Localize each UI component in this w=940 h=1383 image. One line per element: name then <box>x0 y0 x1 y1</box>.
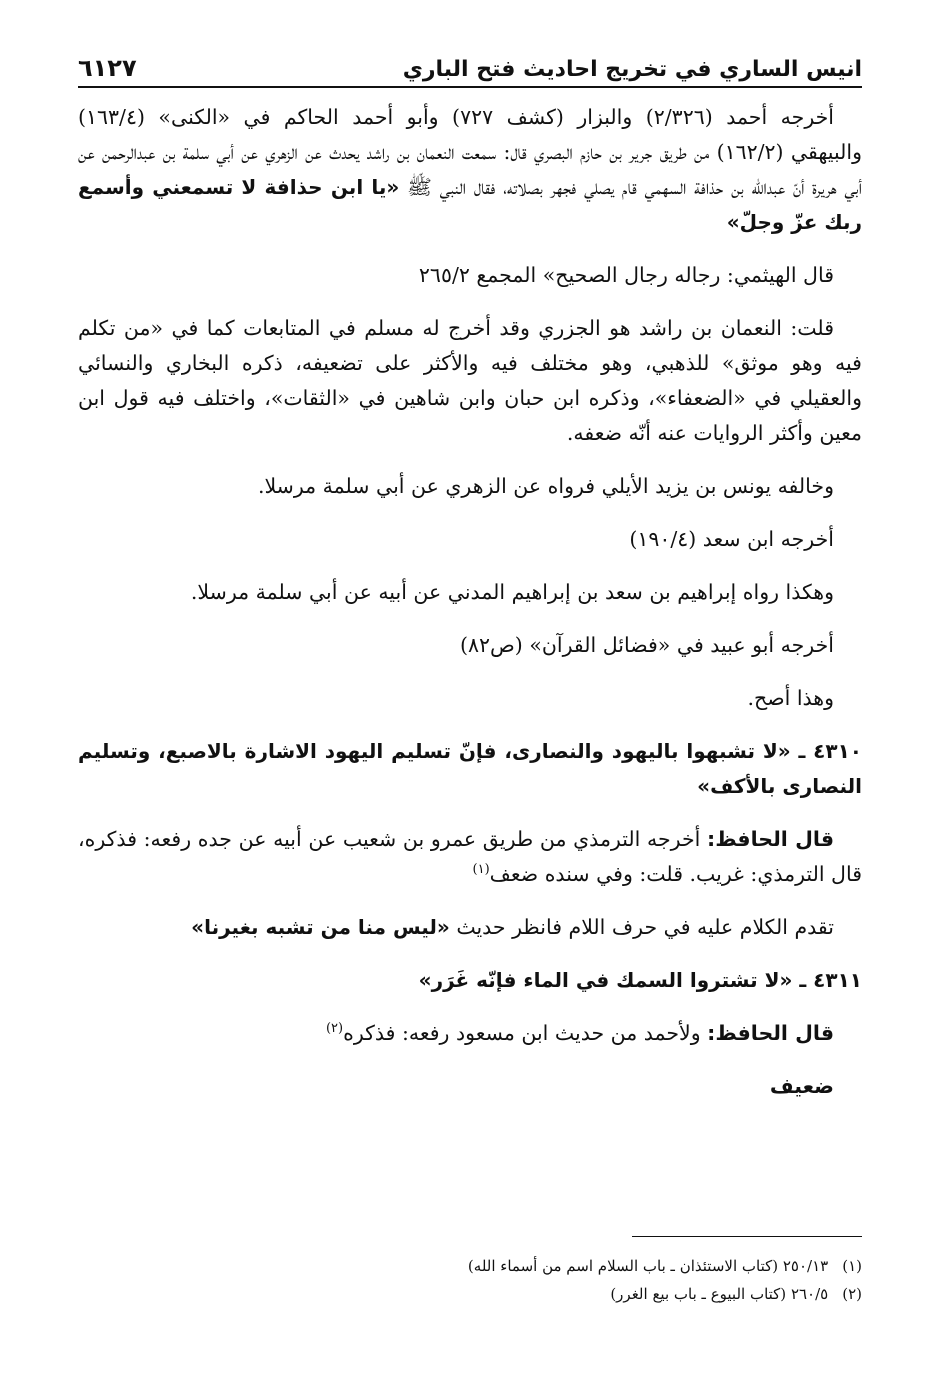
paragraph-ibn-saad: أخرجه ابن سعد (١٩٠/٤) <box>629 527 834 551</box>
entry-number: ٤٣١١ ـ <box>799 968 862 992</box>
hadith-entry-4311 <box>78 963 862 998</box>
footnote-text: ٢٥٠/١٣ (كتاب الاستئذان ـ باب السلام اسم من أسماء الله) <box>467 1257 829 1275</box>
hafiz-text: ولأحمد من حديث ابن مسعود رفعه: فذكره <box>343 1021 708 1045</box>
hafiz-label: قال الحافظ: <box>707 827 834 851</box>
paragraph-takhrij <box>78 100 862 240</box>
footnote-mark: (١) <box>842 1257 862 1275</box>
cross-ref-text: تقدم الكلام عليه في حرف اللام فانظر حديث <box>449 915 834 939</box>
footnote-rule <box>632 1236 862 1237</box>
takhrij-text: أخرجه أحمد (٢/٣٢٦) والبزار (كشف ٧٢٧) وأبو أحمد الحاكم في «الكنى» (١٦٣/٤) والبيهقي (١٦٢/٢) من طريق جرير بن حازم البصري قال: سمعت النعمان بن راشد يحدث عن الزهري عن أبي سلمة بن عبدالرحمن عن أبي هريرة أنّ عبدالله بن حذافة السهمي قام يصلي فجهر بصلاته، فقال النبي ﷺ <box>78 105 862 199</box>
paragraph-abu-ubayd: أخرجه أبو عبيد في «فضائل القرآن» (ص٨٢) <box>459 633 834 657</box>
hadith-quote: «يا ابن حذافة لا تسمعني وأسمع ربك عزّ وجلّ» <box>78 175 862 234</box>
footnote-1 <box>78 1252 862 1280</box>
hadith-text: «لا تشتروا السمك في الماء فإنّه غَرَر» <box>418 968 793 992</box>
header-rule <box>78 86 862 88</box>
hafiz-note-4310 <box>78 822 862 892</box>
page-header <box>78 38 862 82</box>
paragraph-haythami: قال الهيثمي: رجاله رجال الصحيح» المجمع ٢٦٥/٢ <box>418 263 834 287</box>
footnote-mark: (٢) <box>325 1021 344 1037</box>
main-text <box>78 100 862 1122</box>
footnotes <box>78 1252 862 1308</box>
grade <box>78 1069 862 1104</box>
paragraph-ibrahim: وهكذا رواه إبراهيم بن سعد بن إبراهيم المدني عن أبيه عن أبي سلمة مرسلا. <box>190 580 834 604</box>
footnote-mark: (٢) <box>842 1285 862 1303</box>
hadith-entry-4310 <box>78 734 862 804</box>
cross-reference <box>78 910 862 945</box>
paragraph-comment: قلت: النعمان بن راشد هو الجزري وقد أخرج له مسلم في المتابعات كما في «من تكلم فيه وهو موثق» للذهبي، وهو مختلف فيه والأكثر على تضعيفه، ذكره البخاري والنسائي والعقيلي في «الضعفاء»، وذكره ابن حبان وابن شاهين في «الثقات»، واختلف فيه قول ابن معين وأكثر الروايات عنه أنّه ضعفه. <box>78 316 862 445</box>
hafiz-label: قال الحافظ: <box>707 1021 834 1045</box>
cross-ref-hadith: «ليس منا من تشبه بغيرنا» <box>191 915 450 939</box>
page-number: ٦١٢٧ <box>78 54 137 82</box>
running-title: انيس الساري في تخريج احاديث فتح الباري <box>402 57 862 82</box>
grade-label: ضعيف <box>769 1074 834 1098</box>
hafiz-text: أخرجه الترمذي من طريق عمرو بن شعيب عن أبيه عن جده رفعه: فذكره، قال الترمذي: غريب. قلت: وفي سنده ضعف <box>78 827 862 886</box>
hafiz-note-4311 <box>78 1016 862 1051</box>
paragraph-yunus: وخالفه يونس بن يزيد الأيلي فرواه عن الزهري عن أبي سلمة مرسلا. <box>257 474 834 498</box>
footnote-mark: (١) <box>472 862 490 878</box>
footnote-2 <box>78 1280 862 1308</box>
hadith-text: «لا تشبهوا باليهود والنصارى، فإنّ تسليم اليهود الاشارة بالاصبع، وتسليم النصارى بالأكف» <box>78 739 862 798</box>
footnote-text: ٢٦٠/٥ (كتاب البيوع ـ باب بيع الغرر) <box>610 1285 829 1303</box>
paragraph-ashah: وهذا أصح. <box>747 686 834 710</box>
entry-number: ٤٣١٠ ـ <box>798 739 862 763</box>
